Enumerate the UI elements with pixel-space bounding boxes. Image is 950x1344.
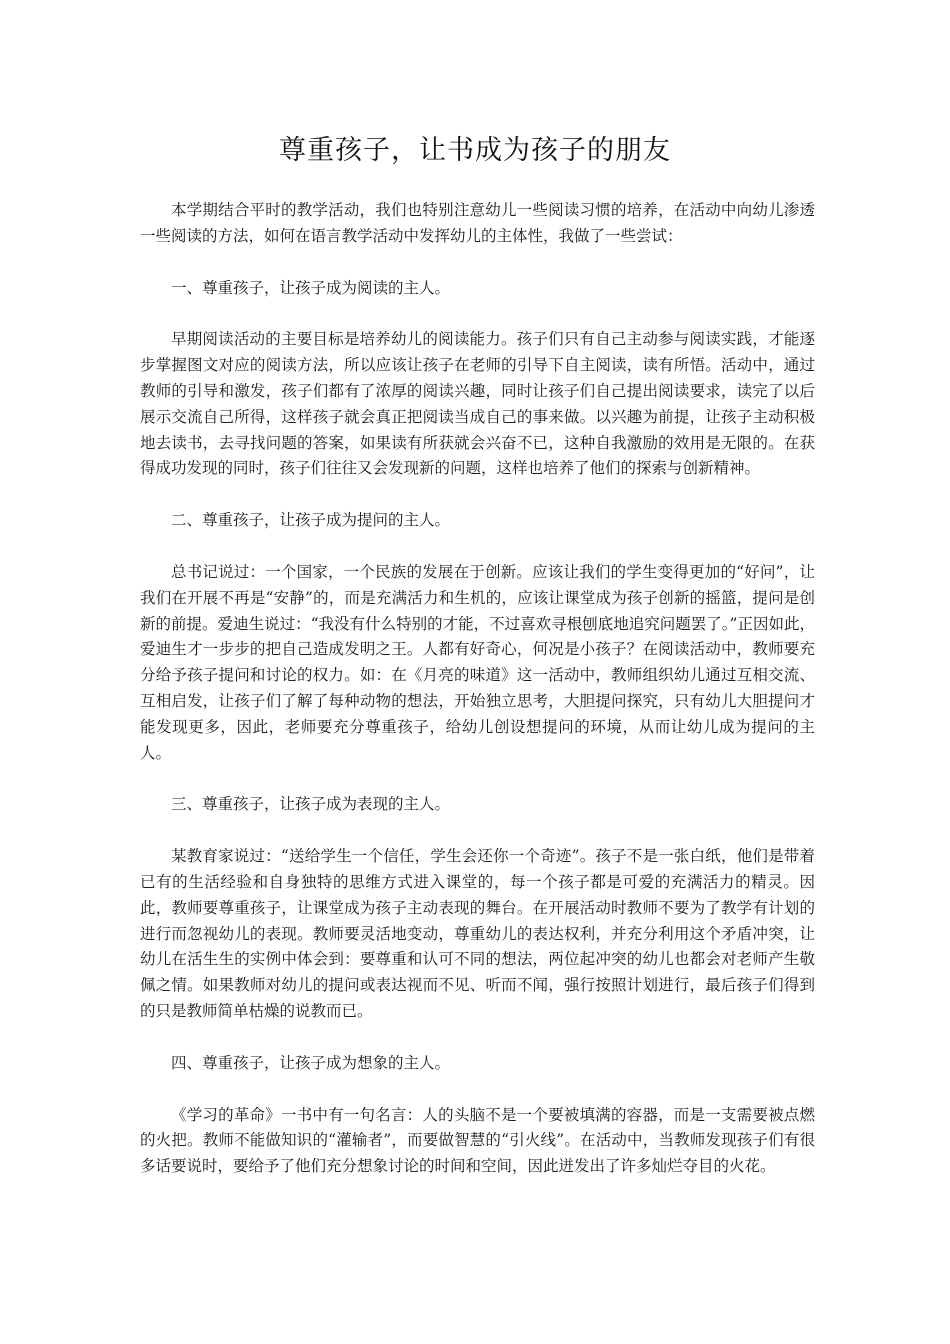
document-title: 尊重孩子，让书成为孩子的朋友: [279, 135, 671, 166]
document-body: [140, 198, 815, 1206]
section-3-paragraph: 某教育家说过：“送给学生一个信任，学生会还你一个奇迹”。孩子不是一张白纸，他们是带着已有的生活经验和自身独特的思维方式进入课堂的，每一个孩子都是可爱的充满活力的精灵。因此，教师要尊重孩子，让课堂成为孩子主动表现的舞台。在开展活动时教师不要为了教学有计划的进行而忽视幼儿的表现。教师要灵活地变动，尊重幼儿的表达权利，并充分利用这个矛盾冲突，让幼儿在活生生的实例中体会到：要尊重和认可不同的想法，两位起冲突的幼儿也都会对老师产生敬佩之情。如果教师对幼儿的提问或表达视而不见、听而不闻，强行按照计划进行，最后孩子们得到的只是教师简单枯燥的说教而已。: [140, 847, 815, 1020]
section-1-heading: 一、尊重孩子，让孩子成为阅读的主人。: [171, 278, 451, 297]
section-4-heading: 四、尊重孩子，让孩子成为想象的主人。: [171, 1053, 451, 1072]
intro-paragraph: 本学期结合平时的教学活动，我们也特别注意幼儿一些阅读习惯的培养，在活动中向幼儿渗透一些阅读的方法，如何在语言教学活动中发挥幼儿的主体性，我做了一些尝试：: [140, 201, 815, 245]
section-2-paragraph: 总书记说过：一个国家，一个民族的发展在于创新。应该让我们的学生变得更加的“好问”，让我们在开展不再是“安静”的，而是充满活力和生机的，应该让课堂成为孩子创新的摇篮，提问是创新的前提。爱迪生说过：“我没有什么特别的才能，不过喜欢寻根刨底地追究问题罢了。”正因如此，爱迪生才一步步的把自己造成发明之王。人都有好奇心，何况是小孩子？在阅读活动中，教师要充分给予孩子提问和讨论的权力。如：在《月亮的味道》这一活动中，教师组织幼儿通过互相交流、互相启发，让孩子们了解了每种动物的想法，开始独立思考，大胆提问探究，只有幼儿大胆提问才能发现更多，因此，老师要充分尊重孩子，给幼儿创设想提问的环境，从而让幼儿成为提问的主人。: [140, 562, 815, 762]
section-4-paragraph: 《学习的革命》一书中有一句名言：人的头脑不是一个要被填满的容器，而是一支需要被点燃的火把。教师不能做知识的“灌输者”，而要做智慧的“引火线”。在活动中，当教师发现孩子们有很多话要说时，要给予了他们充分想象讨论的时间和空间，因此迸发出了许多灿烂夺目的火花。: [140, 1105, 815, 1176]
section-1-paragraph: 早期阅读活动的主要目标是培养幼儿的阅读能力。孩子们只有自己主动参与阅读实践，才能逐步掌握图文对应的阅读方法，所以应该让孩子在老师的引导下自主阅读，读有所悟。活动中，通过教师的引导和激发，孩子们都有了浓厚的阅读兴趣，同时让孩子们自己提出阅读要求，读完了以后展示交流自己所得，这样孩子就会真正把阅读当成自己的事来做。以兴趣为前提，让孩子主动积极地去读书，去寻找问题的答案，如果读有所获就会兴奋不已，这种自我激励的效用是无限的。在获得成功发现的同时，孩子们往往又会发现新的问题，这样也培养了他们的探索与创新精神。: [140, 330, 815, 478]
section-2-heading: 二、尊重孩子，让孩子成为提问的主人。: [171, 511, 451, 530]
section-3-heading: 三、尊重孩子，让孩子成为表现的主人。: [171, 795, 451, 814]
